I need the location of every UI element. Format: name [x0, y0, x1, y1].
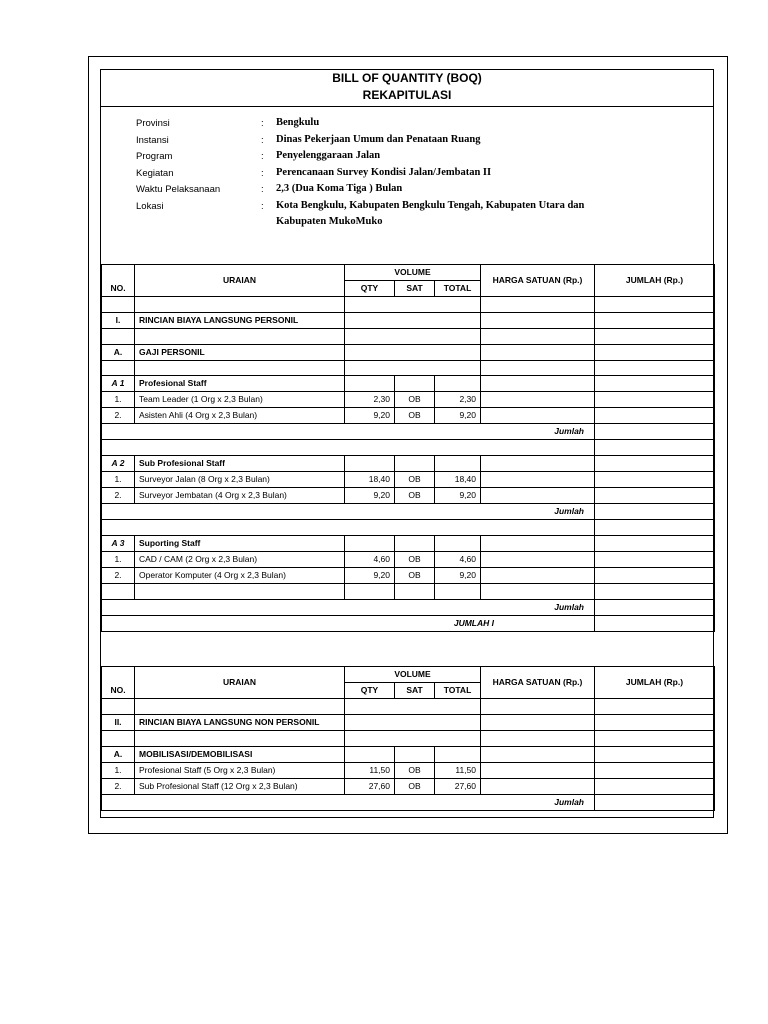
header-no: NO.	[102, 265, 135, 297]
info-row-lokasi-cont	[136, 217, 636, 234]
table-row	[102, 730, 715, 746]
table-row	[102, 297, 715, 313]
document-header	[101, 69, 713, 107]
subgroup-row	[102, 376, 715, 392]
info-label: Waktu Pelaksanaan	[136, 184, 221, 195]
header-uraian: URAIAN	[135, 667, 345, 699]
info-value: Penyelenggaraan Jalan	[276, 150, 381, 161]
table-row: 2. Asisten Ahli (4 Org x 2,3 Bulan) 9,20 OB 9,20	[102, 408, 715, 424]
section-no: II.	[102, 714, 135, 730]
table-row: 2. Operator Komputer (4 Org x 2,3 Bulan) 9,20 OB 9,20	[102, 567, 715, 583]
table-row	[102, 583, 715, 599]
table-row	[102, 699, 715, 715]
section-title: RINCIAN BIAYA LANGSUNG PERSONIL	[135, 312, 345, 328]
table-row	[102, 440, 715, 456]
info-colon: :	[261, 134, 264, 146]
info-colon: :	[261, 151, 264, 162]
header-total: TOTAL	[435, 281, 481, 297]
info-label: Kegiatan	[136, 167, 174, 179]
info-value: Dinas Pekerjaan Umum dan Penataan Ruang	[276, 133, 481, 145]
subtotal-label: Jumlah	[102, 794, 595, 810]
info-label: Lokasi	[136, 200, 164, 212]
boq-table-non-personil	[101, 666, 715, 811]
subtotal-row	[102, 504, 715, 520]
info-value: Bengkulu	[276, 117, 320, 128]
table-row: 2. Sub Profesional Staff (12 Org x 2,3 Bulan) 27,60 OB 27,60	[102, 778, 715, 794]
info-colon: :	[261, 184, 264, 195]
subgroup-no: A 1	[102, 376, 135, 392]
info-label: Provinsi	[136, 118, 170, 129]
info-colon: :	[261, 200, 264, 212]
table-row	[102, 520, 715, 536]
info-value: Kabupaten MukoMuko	[276, 216, 383, 227]
group-row	[102, 344, 715, 360]
group-row	[102, 746, 715, 762]
header-sat: SAT	[395, 683, 435, 699]
subtotal-label: Jumlah	[102, 424, 595, 440]
info-value: Perencanaan Survey Kondisi Jalan/Jembatan II	[276, 166, 492, 178]
info-colon: :	[261, 118, 264, 129]
header-jumlah: JUMLAH (Rp.)	[595, 265, 715, 297]
subgroup-title: Profesional Staff	[135, 376, 345, 392]
header-total: TOTAL	[435, 683, 481, 699]
table-header-row	[102, 667, 715, 683]
section-row	[102, 714, 715, 730]
subtotal-label: Jumlah	[102, 504, 595, 520]
header-sat: SAT	[395, 281, 435, 297]
table-row: 1. Team Leader (1 Org x 2,3 Bulan) 2,30 OB 2,30	[102, 392, 715, 408]
table-row: 1. CAD / CAM (2 Org x 2,3 Bulan) 4,60 OB 4,60	[102, 551, 715, 567]
table-row	[102, 328, 715, 344]
group-no: A.	[102, 746, 135, 762]
table-row: 2. Surveyor Jembatan (4 Org x 2,3 Bulan) 9,20 OB 9,20	[102, 488, 715, 504]
group-no: A.	[102, 344, 135, 360]
header-jumlah: JUMLAH (Rp.)	[595, 667, 715, 699]
grand-total-row	[102, 615, 715, 631]
header-uraian: URAIAN	[135, 265, 345, 297]
grand-total-label: JUMLAH I	[102, 615, 595, 631]
header-no: NO.	[102, 667, 135, 699]
info-value: 2,3 (Dua Koma Tiga ) Bulan	[276, 183, 403, 194]
subtotal-label: Jumlah	[102, 599, 595, 615]
section-row	[102, 312, 715, 328]
subgroup-row	[102, 456, 715, 472]
section-title: RINCIAN BIAYA LANGSUNG NON PERSONIL	[135, 714, 345, 730]
header-qty: QTY	[345, 281, 395, 297]
boq-table-personil	[101, 264, 715, 632]
subtotal-row	[102, 424, 715, 440]
info-value: Kota Bengkulu, Kabupaten Bengkulu Tengah, Kabupaten Utara dan	[276, 199, 585, 211]
table-row: 1. Profesional Staff (5 Org x 2,3 Bulan) 11,50 OB 11,50	[102, 762, 715, 778]
info-label: Program	[136, 151, 173, 162]
section-no: I.	[102, 312, 135, 328]
document-title: BILL OF QUANTITY (BOQ)	[332, 71, 482, 85]
header-volume: VOLUME	[345, 265, 481, 281]
info-label: Instansi	[136, 134, 169, 146]
subgroup-no: A 3	[102, 535, 135, 551]
table-row	[102, 360, 715, 376]
document-subtitle: REKAPITULASI	[362, 88, 452, 102]
subgroup-title: Sub Profesional Staff	[135, 456, 345, 472]
project-info	[136, 118, 636, 234]
header-volume: VOLUME	[345, 667, 481, 683]
header-harga: HARGA SATUAN (Rp.)	[481, 667, 595, 699]
subgroup-row	[102, 535, 715, 551]
group-title: GAJI PERSONIL	[135, 344, 345, 360]
subtotal-row	[102, 599, 715, 615]
table-row: 1. Surveyor Jalan (8 Org x 2,3 Bulan) 18,40 OB 18,40	[102, 472, 715, 488]
subgroup-no: A 2	[102, 456, 135, 472]
header-qty: QTY	[345, 683, 395, 699]
group-title: MOBILISASI/DEMOBILISASI	[135, 746, 345, 762]
header-harga: HARGA SATUAN (Rp.)	[481, 265, 595, 297]
subtotal-row	[102, 794, 715, 810]
info-colon: :	[261, 167, 264, 179]
subgroup-title: Suporting Staff	[135, 535, 345, 551]
table-header-row	[102, 265, 715, 281]
